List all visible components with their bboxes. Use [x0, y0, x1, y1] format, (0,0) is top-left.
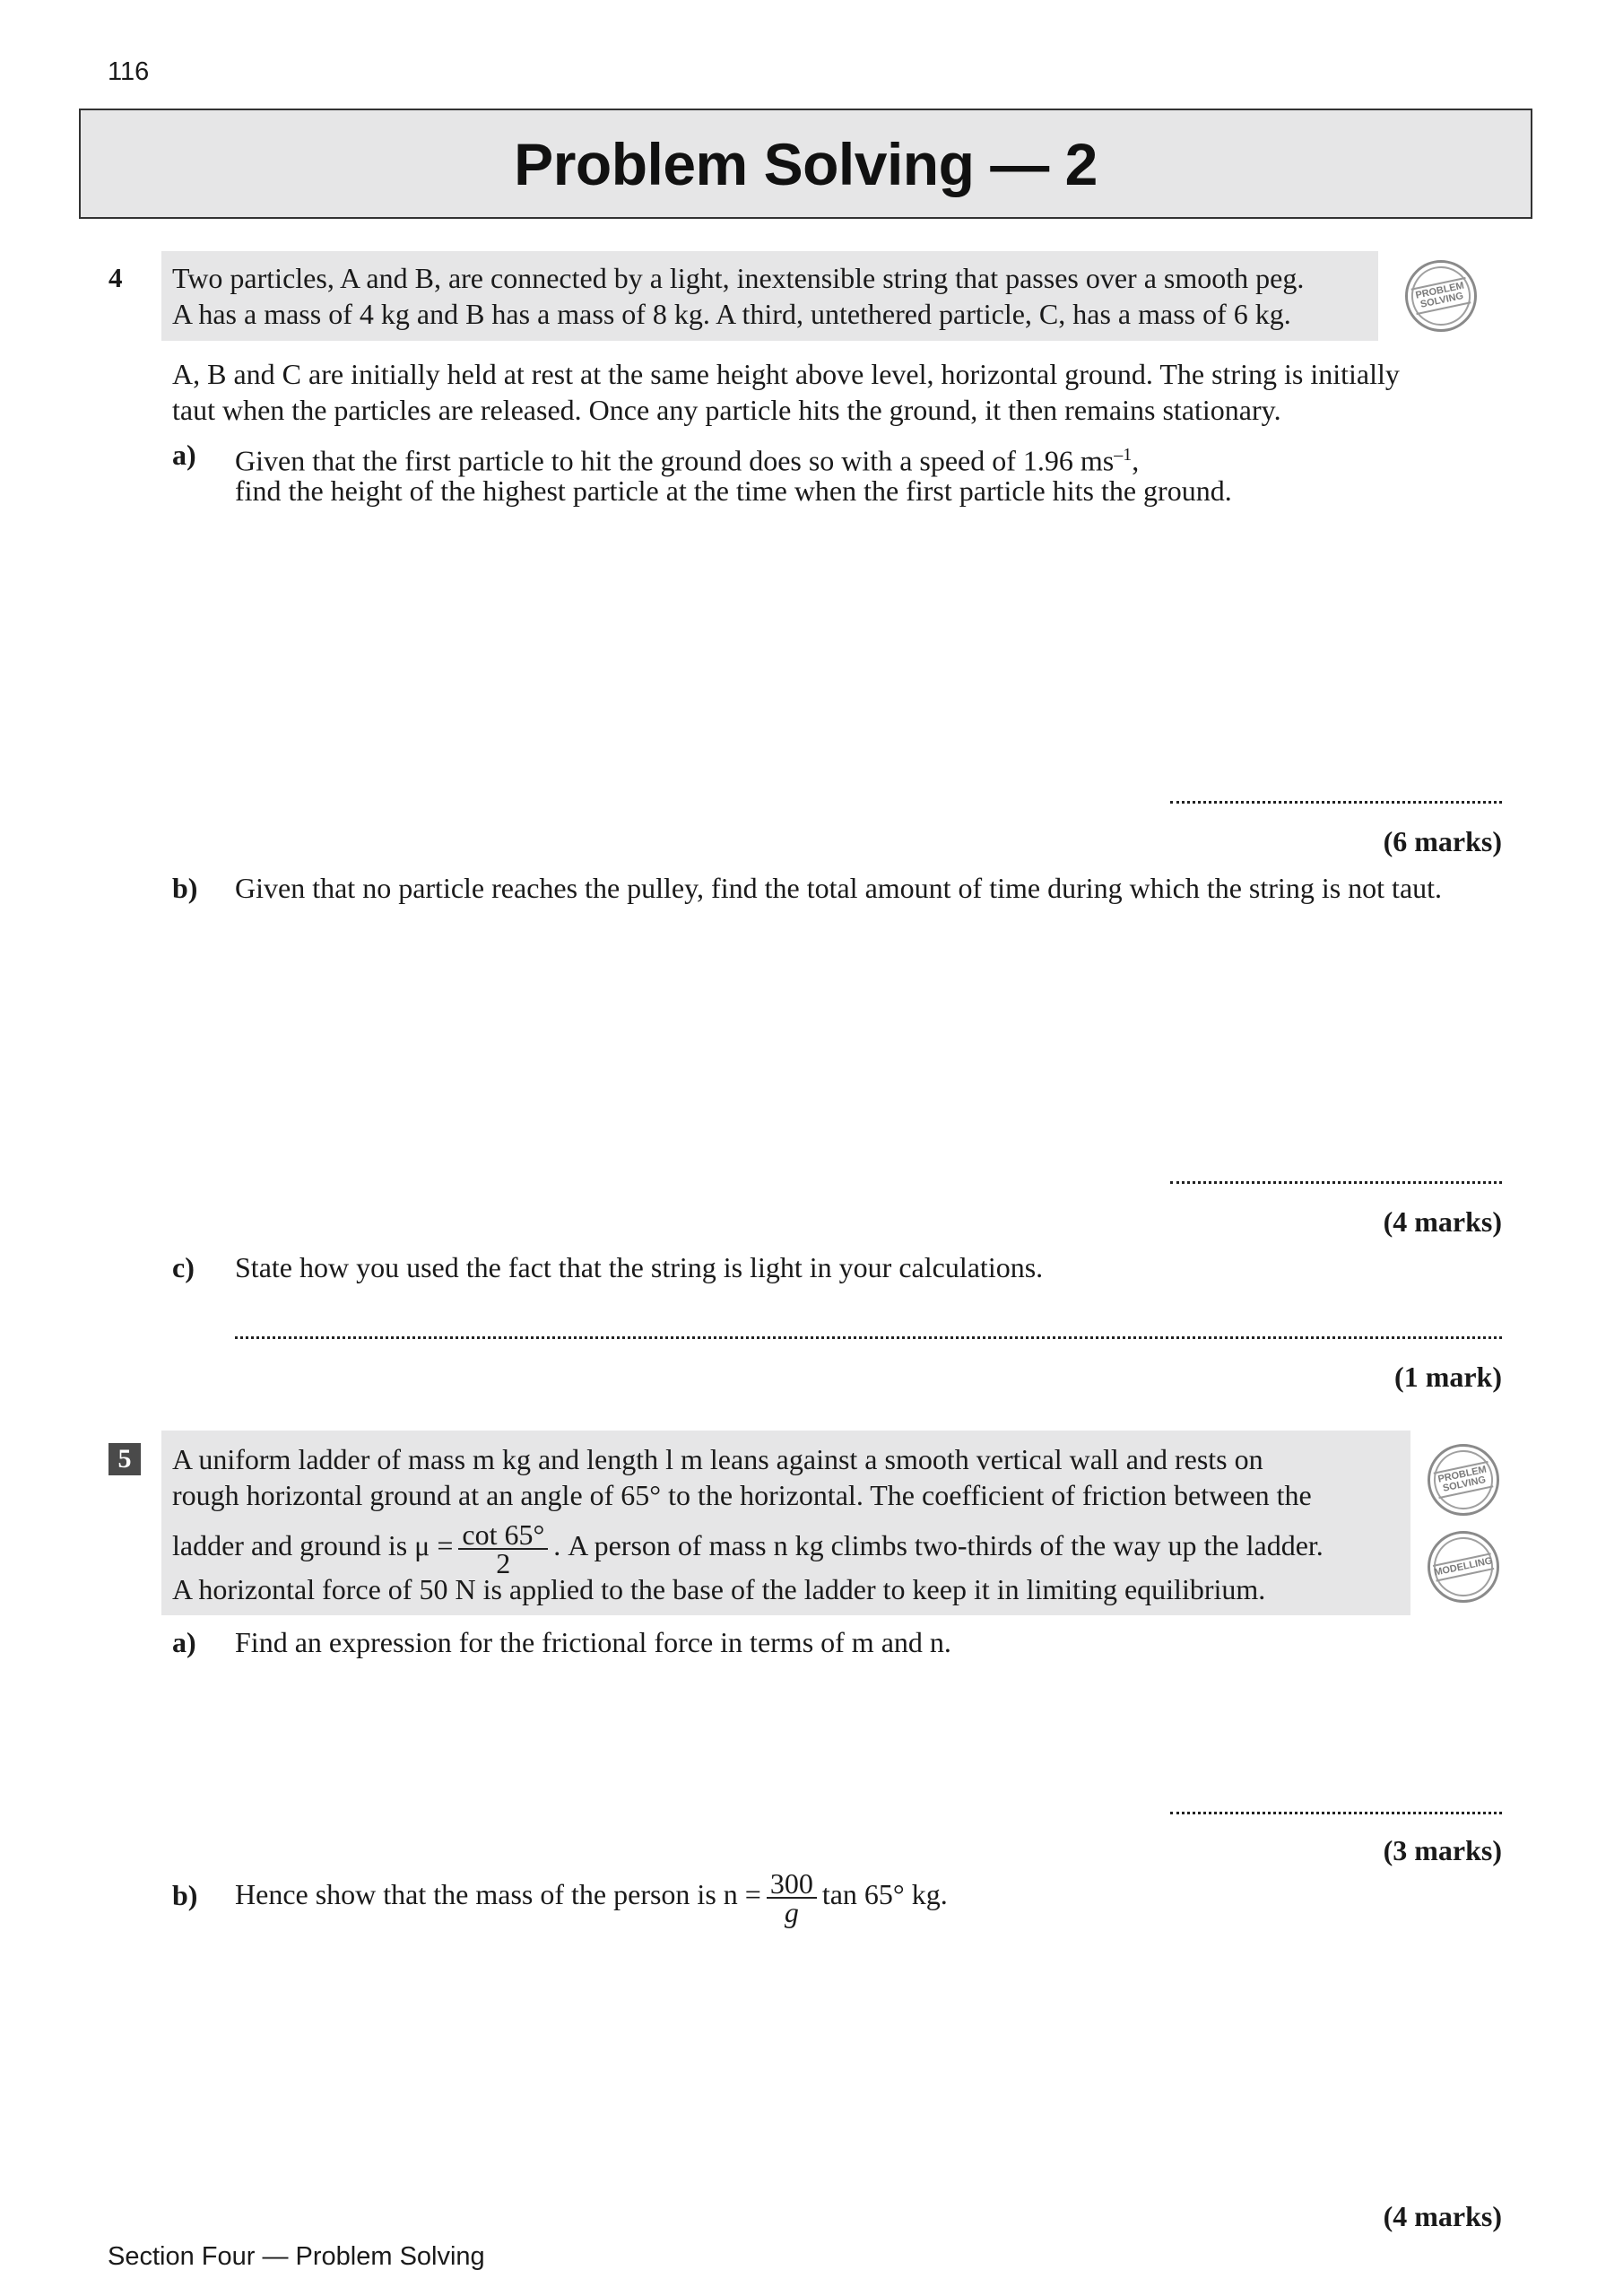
answer-line-4a[interactable]	[1170, 801, 1502, 804]
question-4c-text: State how you used the fact that the string is light in your calculations.	[235, 1251, 1044, 1283]
page-title: Problem Solving — 2	[514, 130, 1098, 197]
question-5b-letter: b)	[172, 1879, 198, 1911]
question-5-line-1: A uniform ladder of mass m kg and length l m leans against a smooth vertical wall and rests on	[172, 1443, 1263, 1475]
question-4b-marks: (4 marks)	[1383, 1205, 1502, 1238]
question-4-setup-line-1: A, B and C are initially held at rest at the same height above level, horizontal ground. The string is initially	[172, 358, 1400, 390]
mu-fraction: $\frac{\cot 65^\circ}{2}$	[458, 1521, 548, 1577]
question-5-line-2: rough horizontal ground at an angle of 65° to the horizontal. The coefficient of friction between the	[172, 1479, 1312, 1511]
answer-line-4b[interactable]	[1170, 1181, 1502, 1184]
question-4b-text: Given that no particle reaches the pulley, find the total amount of time during which the string is not taut.	[235, 872, 1443, 904]
question-5-line-3: ladder and ground is μ = $\frac{\cot 65^\circ}{2}$ . A person of mass n kg climbs two-thirds of the way up the ladder.	[172, 1518, 1324, 1579]
problem-solving-badge-icon	[1405, 260, 1477, 332]
question-4c-marks: (1 mark)	[1394, 1361, 1502, 1393]
question-5a-text: Find an expression for the frictional force in terms of m and n.	[235, 1626, 951, 1658]
question-4a-letter: a)	[172, 439, 196, 471]
mass-fraction: $\frac{300}{g}$	[767, 1870, 817, 1926]
page-number: 116	[108, 57, 150, 86]
badge-label: PROBLEM SOLVING	[1434, 1461, 1494, 1499]
question-4a-marks: (6 marks)	[1383, 825, 1502, 857]
question-4a-line-1: Given that the first particle to hit the ground does so with a speed of 1.96 $ms^{-1}$,	[235, 444, 1140, 477]
question-5b-text: Hence show that the mass of the person is n = $\frac{300}{g}$ tan 65° kg.	[235, 1866, 948, 1928]
answer-line-5a[interactable]	[1170, 1812, 1502, 1814]
question-4-number: 4	[108, 262, 123, 293]
answer-line-4c[interactable]	[235, 1336, 1502, 1339]
problem-solving-badge-icon	[1428, 1444, 1499, 1516]
question-4-intro-line-2: A has a mass of 4 kg and B has a mass of 8 kg. A third, untethered particle, C, has a mass of 6 kg.	[172, 298, 1291, 330]
modelling-badge-icon	[1428, 1531, 1499, 1603]
question-4-setup-line-2: taut when the particles are released. Once any particle hits the ground, it then remains stationary.	[172, 394, 1281, 426]
question-5-number: 5	[108, 1443, 141, 1475]
title-banner	[79, 109, 1532, 219]
question-5-line-4: A horizontal force of 50 N is applied to the base of the ladder to keep it in limiting equilibrium.	[172, 1573, 1266, 1605]
question-4-intro-line-1: Two particles, A and B, are connected by a light, inextensible string that passes over a smooth peg.	[172, 262, 1305, 294]
question-4c-letter: c)	[172, 1251, 195, 1283]
question-4b-letter: b)	[172, 872, 198, 904]
badge-label: PROBLEM SOLVING	[1411, 277, 1471, 315]
footer-section-label: Section Four — Problem Solving	[108, 2242, 485, 2271]
question-5b-marks: (4 marks)	[1383, 2200, 1502, 2232]
question-4a-line-2: find the height of the highest particle at the time when the first particle hits the ground.	[235, 474, 1232, 507]
question-5a-marks: (3 marks)	[1383, 1834, 1502, 1866]
question-5a-letter: a)	[172, 1626, 196, 1658]
badge-label: MODELLING	[1433, 1552, 1495, 1581]
